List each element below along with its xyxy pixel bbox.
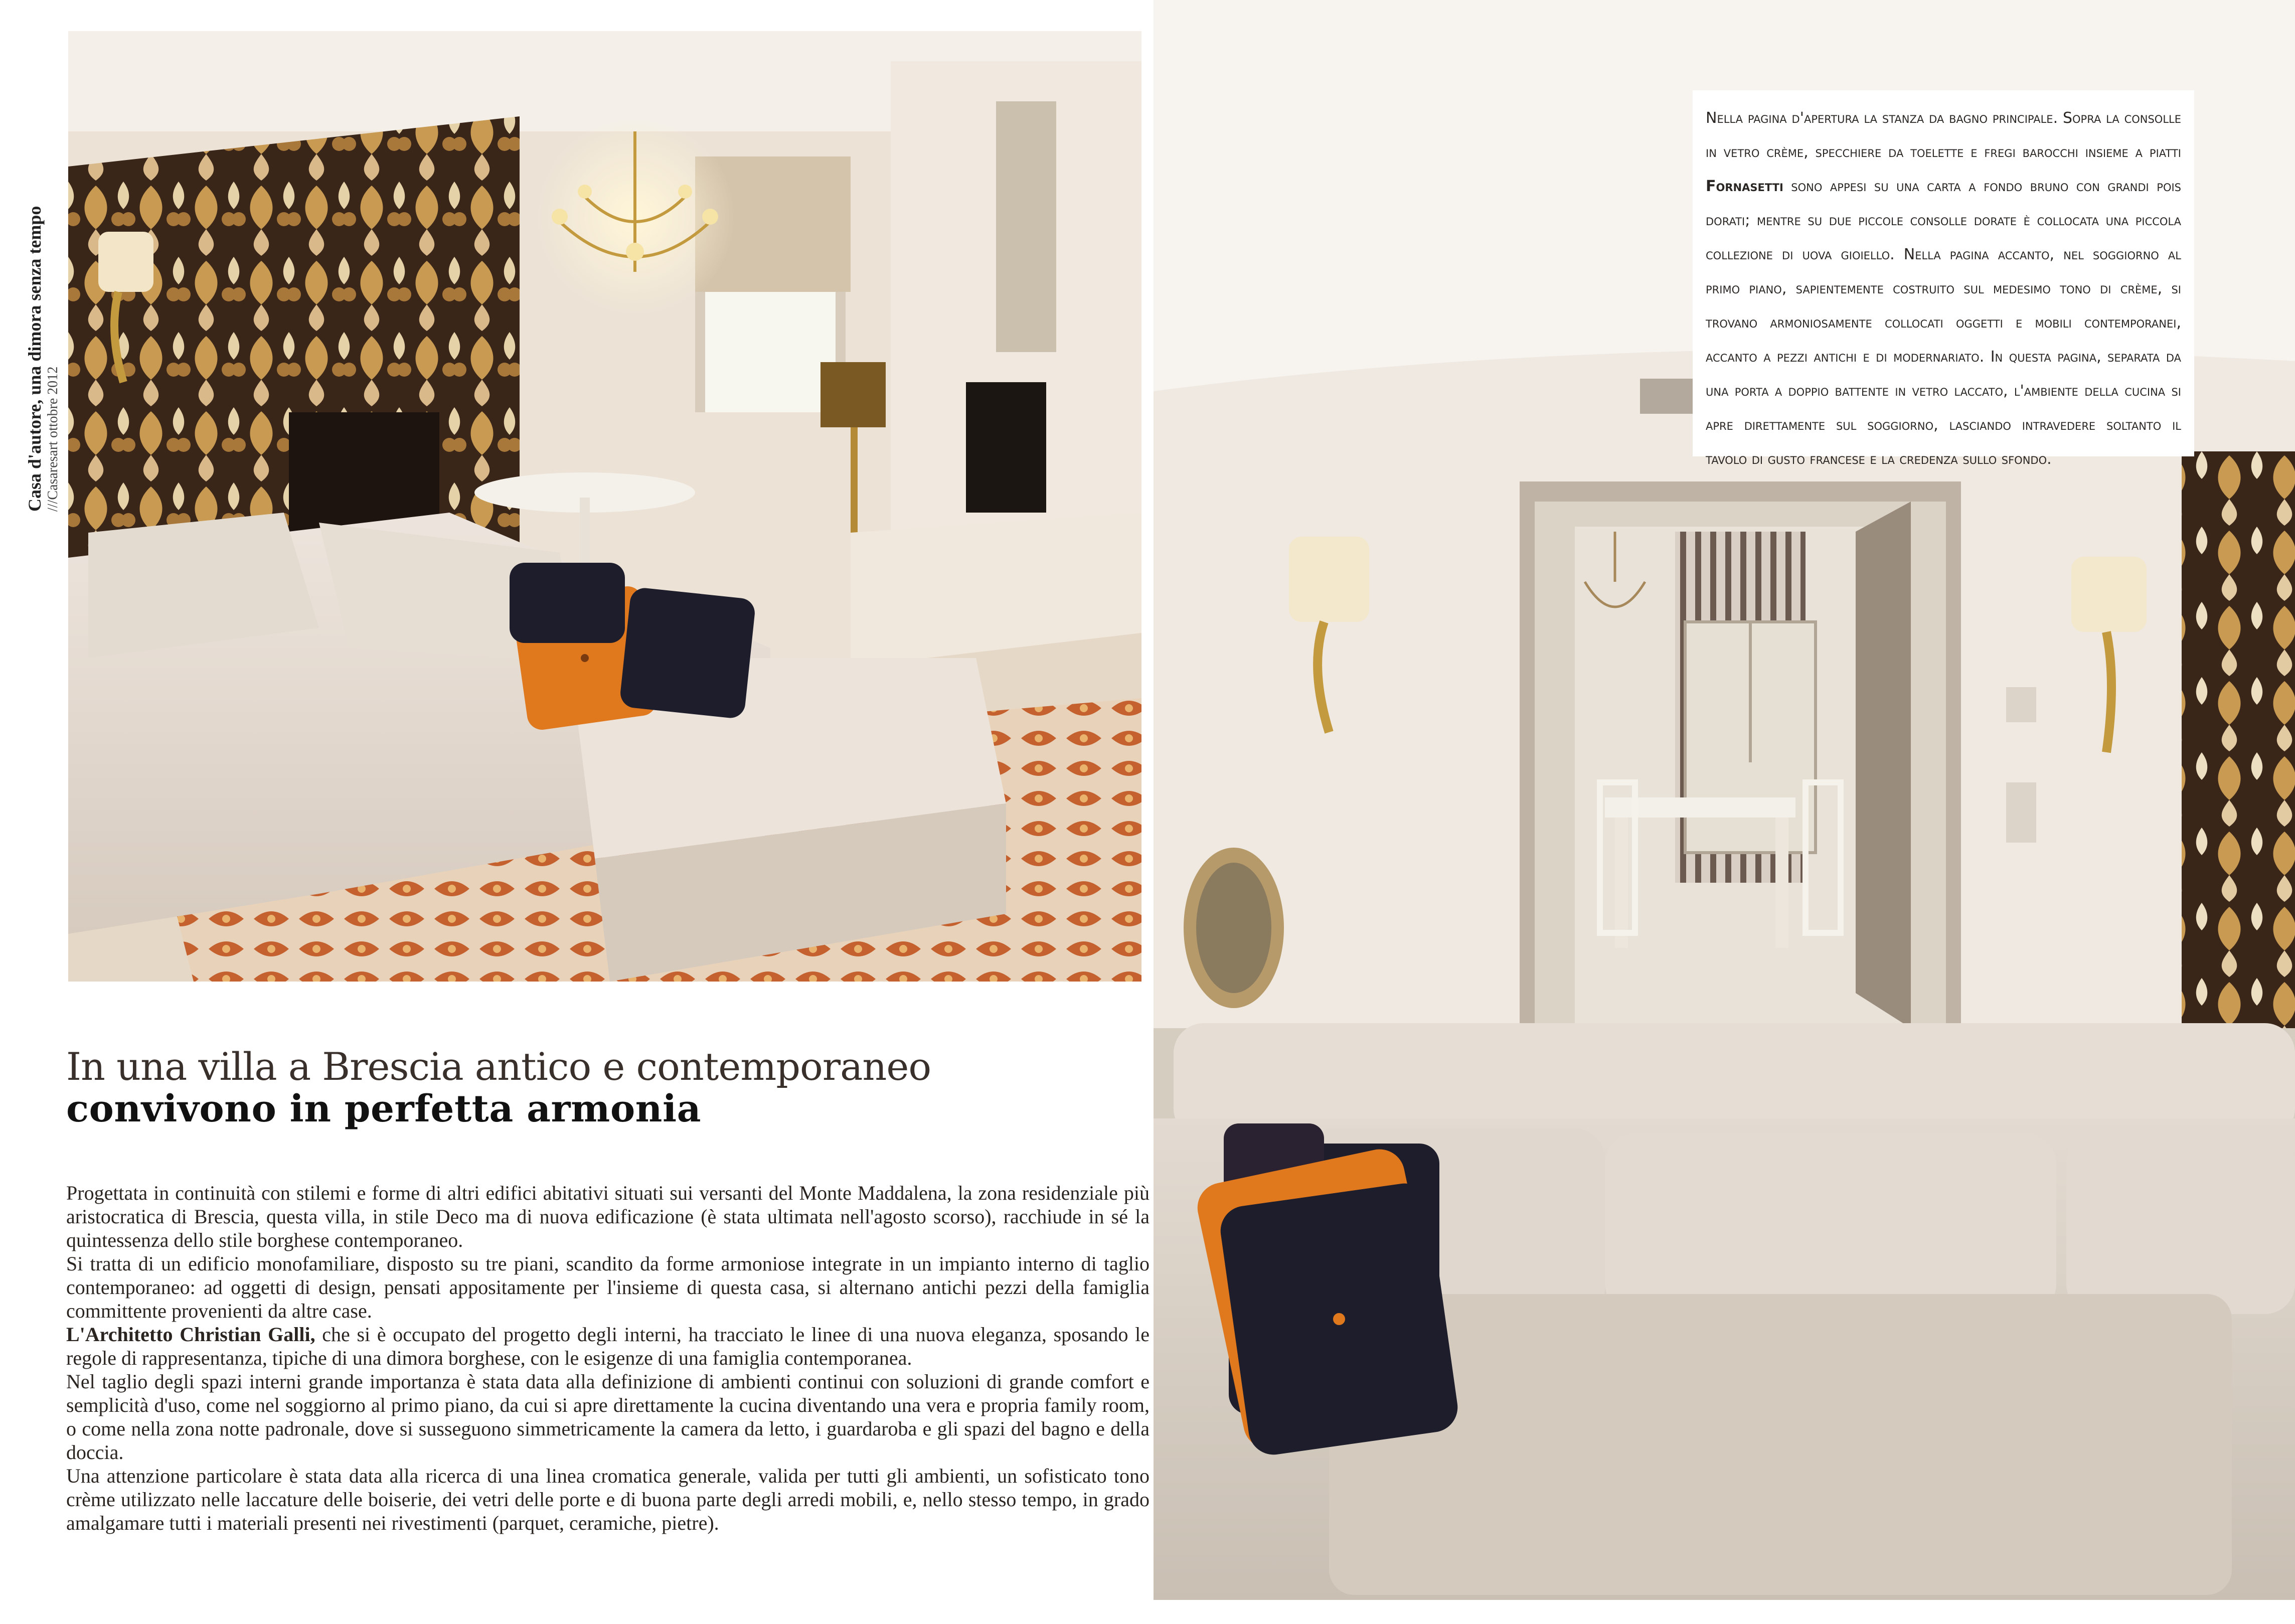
photo-caption bbox=[1693, 90, 2194, 468]
caption-part-2: sono appesi su una carta a fondo bruno con grandi pois dorati; mentre su due piccole consolle dorate è collocata una piccola collezione di uova gioiello. Nella pagina accanto, nel soggiorno al primo piano, sapientemente costruito sul medesimo tono di crème, si trovano armoniosamente collocati oggetti e mobili contemporanei, accanto a pezzi antichi e di modernariato. In questa pagina, separata da una porta a doppio battente in vetro laccato, l'ambiente della cucina si apre direttamente sul soggiorno, lasciando intravedere soltanto il tavolo di gusto francese e la credenza sullo sfondo. bbox=[1706, 178, 2181, 468]
living-room-illustration bbox=[68, 31, 1141, 982]
spine-running-head bbox=[0, 0, 60, 552]
spine-text bbox=[24, 206, 61, 512]
headline-bold: convivono in perfetta armonia bbox=[66, 1087, 702, 1130]
body-paragraph-1: Progettata in continuità con stilemi e forme di altri edifici abitativi situati sui versanti del Monte Maddalena, la zona residenziale più aristocratica di Brescia, questa villa, in stile Deco ma di nuova edificazione (è stata ultimata nell'agosto scorso), racchiude in sé la quintessenza dello stile borghese contemporaneo. bbox=[66, 1182, 1150, 1251]
living-room-photo bbox=[68, 31, 1141, 982]
spine-issue: ///Casaresart ottobre 2012 bbox=[45, 366, 61, 512]
body-paragraph-3 bbox=[66, 1323, 1150, 1370]
body-paragraph-4: Nel taglio degli spazi interni grande importanza è stata data alla definizione di ambienti continui con soluzioni di grande comfort e semplicità d'uso, come nel soggiorno al primo piano, da cui si apre direttamente la cucina diventando una vera e propria family room, o come nella zona notte padronale, dove si susseguono simmetricamente la camera da letto, i guardaroba e gli spazi del bagno e della doccia. bbox=[66, 1370, 1150, 1464]
caption-brand: Fornasetti bbox=[1706, 178, 1783, 195]
article-headline bbox=[66, 1046, 1119, 1130]
headline-light: In una villa a Brescia antico e contemporaneo bbox=[66, 1044, 931, 1089]
body-paragraph-2: Si tratta di un edificio monofamiliare, disposto su tre piani, scandito da forme armoniose integrate in un impianto interno di taglio contemporaneo: ad oggetti di design, pensati appositamente per l'insieme di questa casa, si alternano antichi pezzi della famiglia committente provenienti da altre case. bbox=[66, 1252, 1150, 1322]
spine-title: Casa d'autore, una dimora senza tempo bbox=[25, 206, 45, 512]
caption-text bbox=[1706, 101, 2181, 476]
caption-part-1: Nella pagina d'apertura la stanza da bagno principale. Sopra la consolle in vetro crème, specchiere da toelette e fregi barocchi insieme a piatti bbox=[1706, 109, 2181, 161]
article-body bbox=[66, 1181, 1150, 1535]
body-paragraph-5: Una attenzione particolare è stata data alla ricerca di una linea cromatica generale, valida per tutti gli ambienti, un sofisticato tono crème utilizzato nelle laccature delle boiserie, dei vetri delle porte e di buona parte degli arredi mobili, e, nello stesso tempo, in grado amalgamare tutti i materiali presenti nei rivestimenti (parquet, ceramiche, pietre). bbox=[66, 1465, 1150, 1534]
architect-name: L'Architetto Christian Galli, bbox=[66, 1323, 315, 1346]
body-paragraph-3-rest: che si è occupato del progetto degli interni, ha tracciato le linee di una nuova eleganza, sposando le regole di rappresentanza, tipiche di una dimora borghese, con le esigenze di una famiglia contemporanea. bbox=[66, 1323, 1150, 1369]
